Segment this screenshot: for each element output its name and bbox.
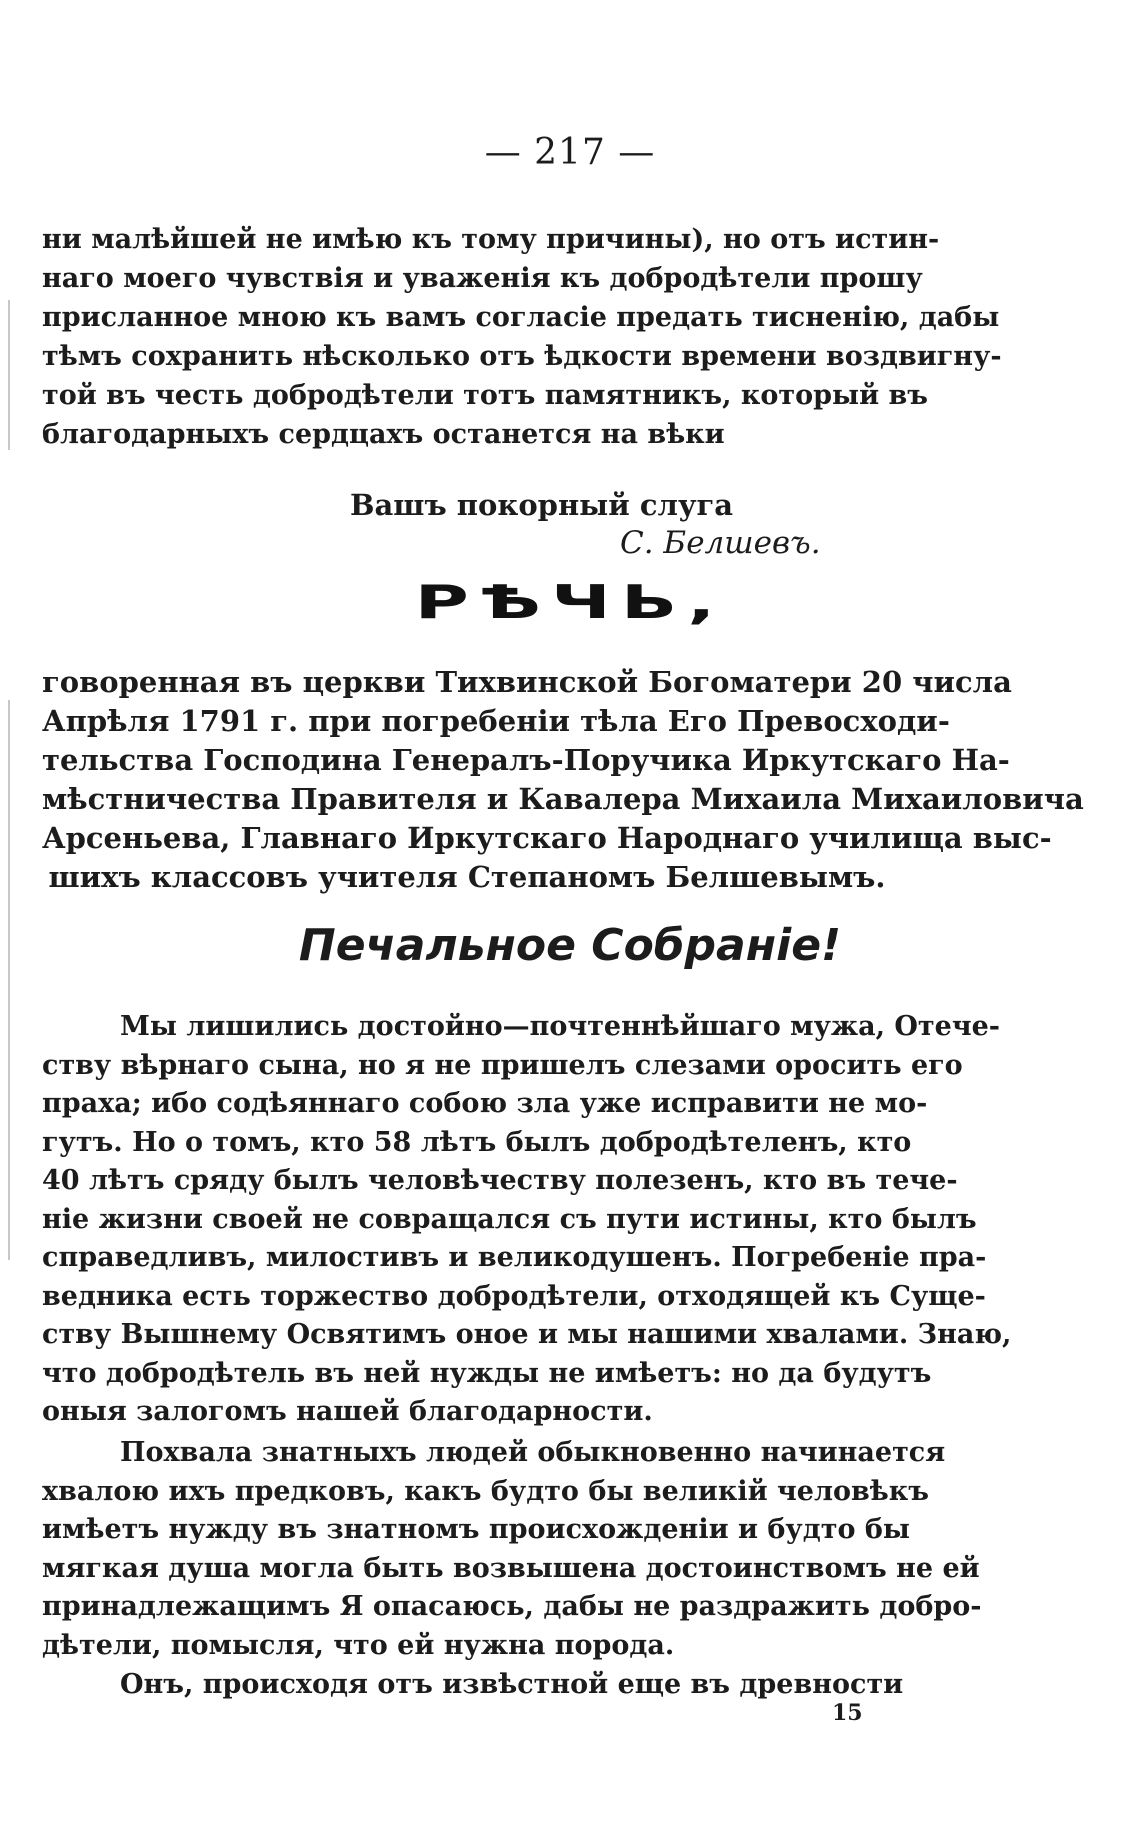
paragraph-3: [42, 1666, 904, 1705]
text-line: ству вѣрнаго сына, но я не пришелъ слезами оросить его: [42, 1049, 963, 1081]
subtitle-line: говоренная въ церкви Тихвинской Богоматери 20 числа: [42, 665, 1012, 699]
text-line: ніе жизни своей не совращался съ пути истины, кто былъ: [42, 1203, 977, 1235]
speech-heading: Печальное Собраніе!: [298, 920, 842, 971]
subtitle-line: Апрѣля 1791 г. при погребеніи тѣла Его Превосходи-: [42, 704, 950, 738]
text-line: ству Вышнему Освятимъ оное и мы нашими хвалами. Знаю,: [42, 1319, 1012, 1350]
text-line: оныя залогомъ нашей благодарности.: [42, 1396, 653, 1427]
letter-closing: Вашъ покорный слуга: [350, 488, 734, 522]
letter-ending: [42, 220, 1002, 454]
scan-edge-mark: [8, 700, 10, 1260]
speech-title: РѢЧЬ,: [414, 576, 726, 630]
text-line: ни малѣйшей не имѣю къ тому причины), но отъ истин-: [42, 224, 940, 255]
text-line: что добродѣтель въ ней нужды не имѣетъ: но да будутъ: [42, 1357, 932, 1389]
text-line: той въ честь добродѣтели тотъ памятникъ, который въ: [42, 380, 928, 411]
text-line: имѣетъ нужду въ знатномъ происхожденіи и будто бы: [42, 1514, 910, 1545]
text-line: гутъ. Но о томъ, кто 58 лѣтъ былъ добродѣтеленъ, кто: [42, 1126, 912, 1158]
text-line: справедливъ, милостивъ и великодушенъ. Погребеніе пра-: [42, 1242, 987, 1273]
text-line: присланное мною къ вамъ согласіе предать тисненію, дабы: [42, 302, 1000, 333]
text-line: тѣмъ сохранить нѣсколько отъ ѣдкости времени воздвигну-: [42, 341, 1002, 372]
speech-subtitle: [42, 663, 1084, 897]
text-line: праха; ибо содѣяннаго собою зла уже исправити не мо-: [42, 1088, 928, 1119]
subtitle-line: мѣстничества Правителя и Кавалера Михаила Михаиловича: [42, 782, 1084, 816]
text-line: наго моего чувствія и уваженія къ добродѣтели прошу: [42, 263, 923, 294]
subtitle-line: шихъ классовъ учителя Степаномъ Белшевымъ.: [48, 860, 886, 894]
subtitle-line: тельства Господина Генералъ-Поручика Иркутскаго На-: [42, 743, 1010, 777]
text-line: 40 лѣтъ сряду былъ человѣчеству полезенъ, кто въ тече-: [42, 1165, 958, 1196]
text-line: благодарныхъ сердцахъ останется на вѣки: [42, 419, 725, 450]
text-line: Мы лишились достойно—почтеннѣйшаго мужа, Отече-: [120, 1011, 1000, 1042]
text-line: хвалою ихъ предковъ, какъ будто бы великій человѣкъ: [42, 1475, 929, 1507]
text-line: мягкая душа могла быть возвышена достоинствомъ не ей: [42, 1552, 980, 1584]
paragraph-1: [42, 1008, 1012, 1432]
page-number: — 217 —: [484, 132, 656, 173]
text-line: ведника есть торжество добродѣтели, отходящей къ Суще-: [42, 1280, 986, 1312]
text-line: Похвала знатныхъ людей обыкновенно начинается: [120, 1437, 946, 1468]
text-line: Онъ, происходя отъ извѣстной еще въ древности: [120, 1669, 904, 1700]
text-line: дѣтели, помысля, что ей нужна порода.: [42, 1629, 675, 1661]
letter-signature: С. Белшевъ.: [620, 525, 821, 561]
scan-edge-mark: [8, 300, 10, 450]
signature-mark: 15: [832, 1700, 863, 1726]
subtitle-line: Арсеньева, Главнаго Иркутскаго Народнаго училища выс-: [42, 821, 1052, 855]
text-line: принадлежащимъ Я опасаюсь, дабы не раздражить добро-: [42, 1591, 982, 1622]
paragraph-2: [42, 1434, 982, 1665]
